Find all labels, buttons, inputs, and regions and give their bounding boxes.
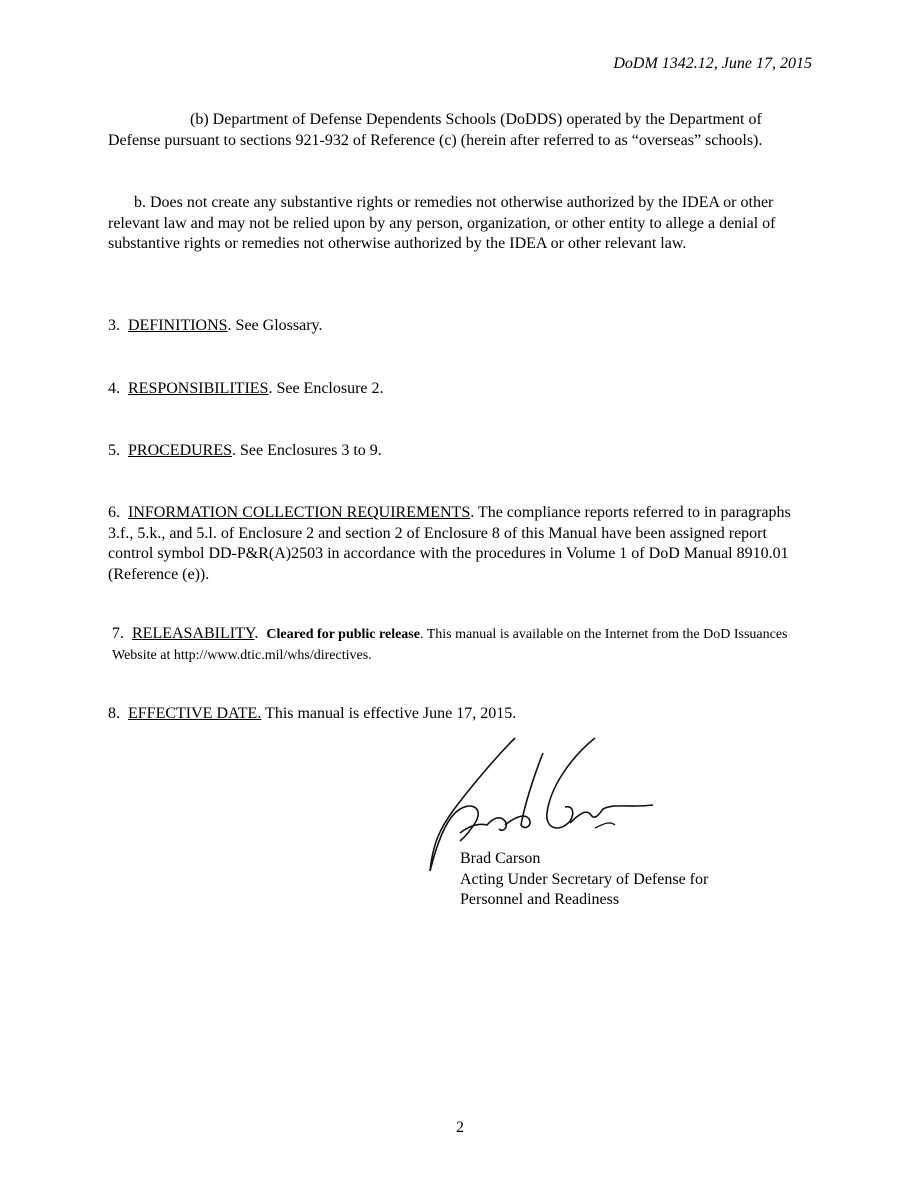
section-text: . See Enclosures 3 to 9. [232,442,382,459]
signatory-title-line2: Personnel and Readiness [460,891,620,908]
section-number: 7. [112,625,124,642]
document-reference-header: DoDM 1342.12, June 17, 2015 [613,55,812,72]
section-number: 8. [108,705,120,722]
section-separator: . [254,625,259,642]
public-release-notice: Cleared for public release [266,627,420,642]
section-number: 4. [108,380,120,397]
section-information-collection [108,503,813,585]
section-text: . This manual is available on the Internet from the DoD Issuances Website at http://www.dtic.mil/whs/directives. [112,627,788,663]
section-releasability [112,624,812,665]
signatory-title-line1: Acting Under Secretary of Defense for [460,870,709,888]
section-heading-information-collection: INFORMATION COLLECTION REQUIREMENTS [128,504,471,521]
paragraph-b-sub: (b) Department of Defense Dependents Schools (DoDDS) operated by the Department of Defense pursuant to sections 921-932 of Reference (c) (herein after referred to as “overseas” schools). [108,111,763,149]
section-procedures [108,441,813,462]
section-definitions [108,316,813,337]
section-text: . See Glossary. [227,317,323,334]
section-responsibilities [108,379,813,400]
section-text: . See Enclosure 2. [268,380,384,397]
section-heading-responsibilities: RESPONSIBILITIES [128,380,269,397]
section-heading-procedures: PROCEDURES [128,442,233,459]
section-heading-definitions: DEFINITIONS [128,317,228,334]
signatory-name: Brad Carson [460,850,541,867]
section-number: 6. [108,504,120,521]
section-heading-effective-date: EFFECTIVE DATE. [128,705,262,722]
paragraph-b: b. Does not create any substantive rights or remedies not otherwise authorized by the IDEA or other relevant law and may not be relied upon by any person, organization, or other entity to allege a denial of substantive rights or remedies not otherwise authorized by the IDEA or other relevant law. [108,194,776,252]
signature-block [460,849,708,911]
section-heading-releasability: RELEASABILITY [132,625,255,642]
section-number: 5. [108,442,120,459]
page-number: 2 [456,1119,464,1136]
section-effective-date [108,704,813,725]
section-text: This manual is effective June 17, 2015. [261,705,517,722]
section-text: . The compliance reports referred to in paragraphs 3.f., 5.k., and 5.l. of Enclosure 2 and section 2 of Enclosure 8 of this Manual have been assigned report control symbol DD-P&R(A)2503 in accordance with the procedures in Volume 1 of DoD Manual 8910.01 (Reference (e)). [108,504,791,583]
section-number: 3. [108,317,120,334]
